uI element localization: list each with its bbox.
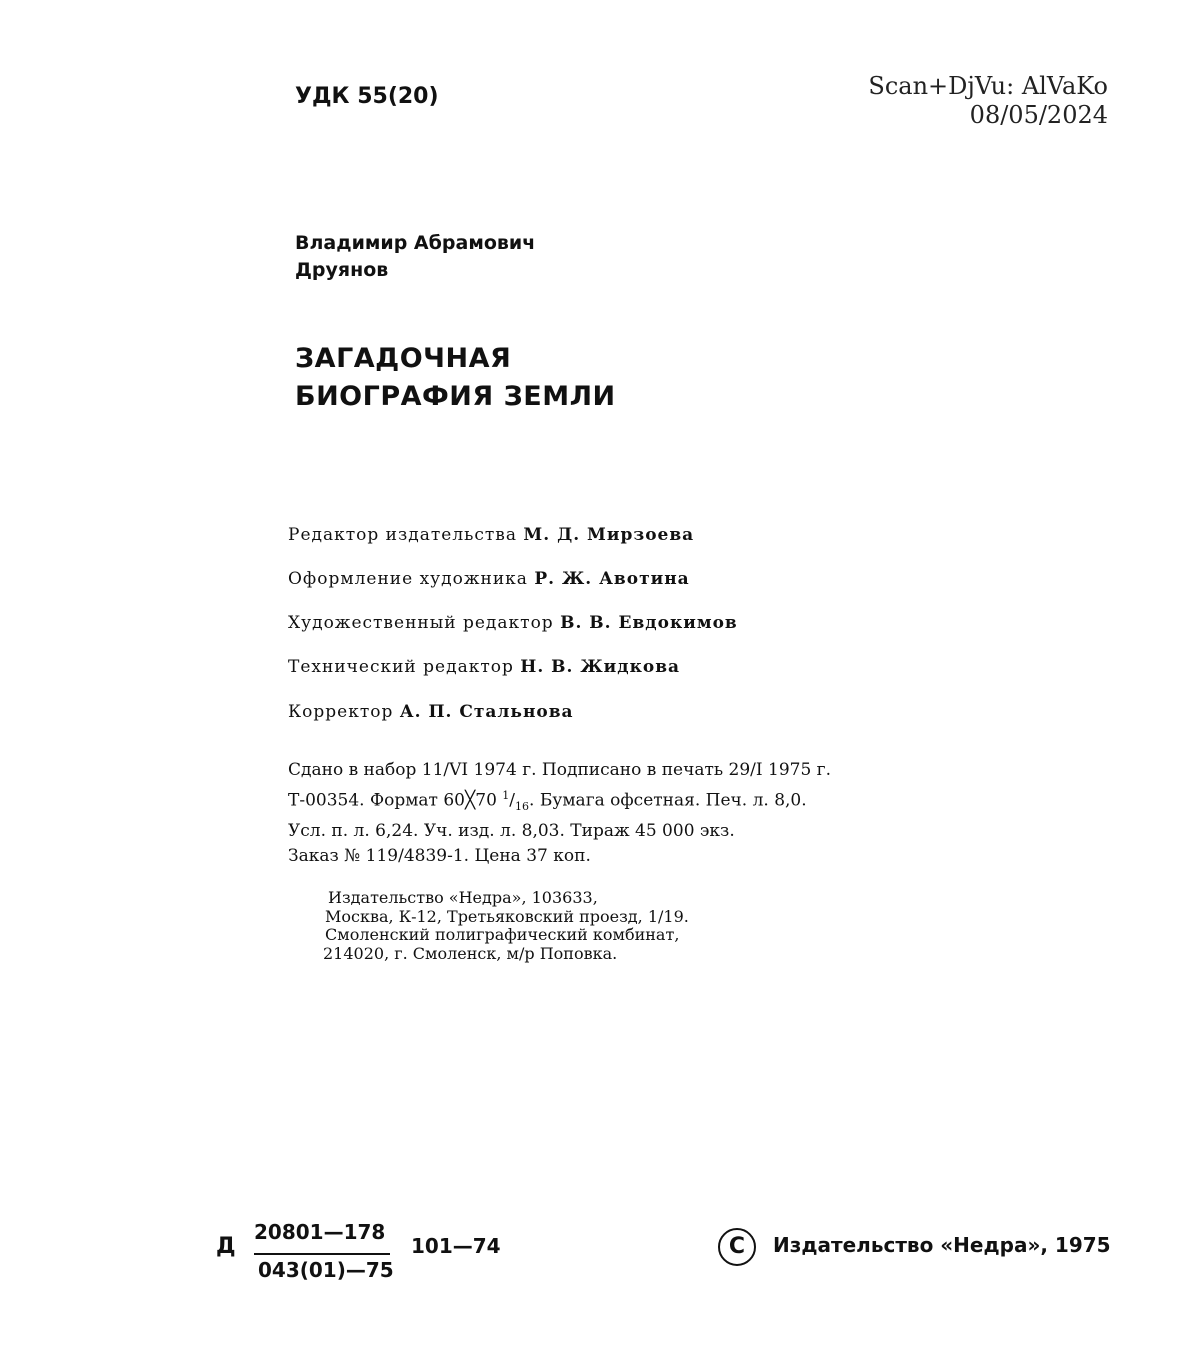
- author-first-names: Владимир Абрамович: [295, 232, 536, 254]
- author-name: [295, 230, 535, 284]
- publisher-address: [325, 889, 689, 963]
- bbk-letter: Д: [216, 1234, 236, 1259]
- credit-name: Н. В. Жидкова: [520, 657, 681, 677]
- scan-note: [868, 72, 1108, 130]
- title-line-1: ЗАГАДОЧНАЯ: [295, 343, 512, 374]
- copyright-text: Издательство «Недра», 1975: [773, 1233, 1111, 1257]
- printer-line: Смоленский полиграфический комбинат,: [325, 925, 680, 944]
- publisher-line: Издательство «Недра», 103633,: [328, 888, 598, 907]
- bbk-numerator: 20801—178: [254, 1220, 386, 1244]
- credit-line: [288, 613, 738, 633]
- credit-role: Художественный редактор: [288, 613, 554, 633]
- imprint-format-end: . Бумага офсетная. Печ. л. 8,0.: [529, 790, 807, 811]
- credit-line: [288, 702, 574, 722]
- scan-date: 08/05/2024: [969, 101, 1108, 129]
- bbk-denominator: 043(01)—75: [258, 1258, 394, 1282]
- imprint-line: Заказ № 119/4839-1. Цена 37 коп.: [288, 846, 591, 867]
- credit-name: В. В. Евдокимов: [560, 613, 738, 633]
- bbk-suffix: 101—74: [411, 1234, 501, 1258]
- credit-line: [288, 569, 690, 589]
- imprint-block: [288, 758, 831, 869]
- imprint-line: Усл. п. л. 6,24. Уч. изд. л. 8,03. Тираж 45 000 экз.: [288, 821, 735, 842]
- imprint-line: Сдано в набор 11/VI 1974 г. Подписано в печать 29/I 1975 г.: [288, 760, 831, 780]
- credit-name: М. Д. Мирзоева: [523, 525, 695, 545]
- printer-line: 214020, г. Смоленск, м/р Поповка.: [323, 943, 618, 963]
- credit-name: Р. Ж. Авотина: [534, 569, 690, 589]
- book-title: [295, 340, 616, 416]
- publisher-line: Москва, К-12, Третьяковский проезд, 1/19.: [325, 906, 689, 926]
- imprint-format-height: 70: [475, 790, 503, 811]
- imprint-line: Т-00354. Формат 60╳70 $^1/_{16}$. Бумага офсетная. Печ. л. 8,0.: [288, 789, 807, 814]
- bbk-code: [216, 1220, 506, 1290]
- credit-line: [288, 525, 694, 545]
- fraction-rule: [254, 1253, 390, 1255]
- author-surname: Друянов: [295, 259, 389, 281]
- fraction-numerator: 1: [502, 789, 510, 802]
- multiply-sign: ╳: [465, 790, 476, 811]
- scan-credit: Scan+DjVu: AlVaKo: [868, 72, 1108, 100]
- credit-line: [288, 657, 680, 677]
- credit-role: Корректор: [288, 702, 394, 722]
- fraction-denominator: 16: [515, 800, 530, 814]
- credit-role: Оформление художника: [288, 569, 528, 589]
- credit-role: Редактор издательства: [288, 525, 518, 545]
- udc-code: УДК 55(20): [295, 84, 439, 109]
- credit-role: Технический редактор: [288, 657, 514, 677]
- copyright-icon: С: [718, 1228, 756, 1266]
- credit-name: А. П. Стальнова: [399, 702, 574, 722]
- title-line-2: БИОГРАФИЯ ЗЕМЛИ: [295, 381, 616, 412]
- imprint-format-start: Т-00354. Формат 60: [288, 790, 465, 811]
